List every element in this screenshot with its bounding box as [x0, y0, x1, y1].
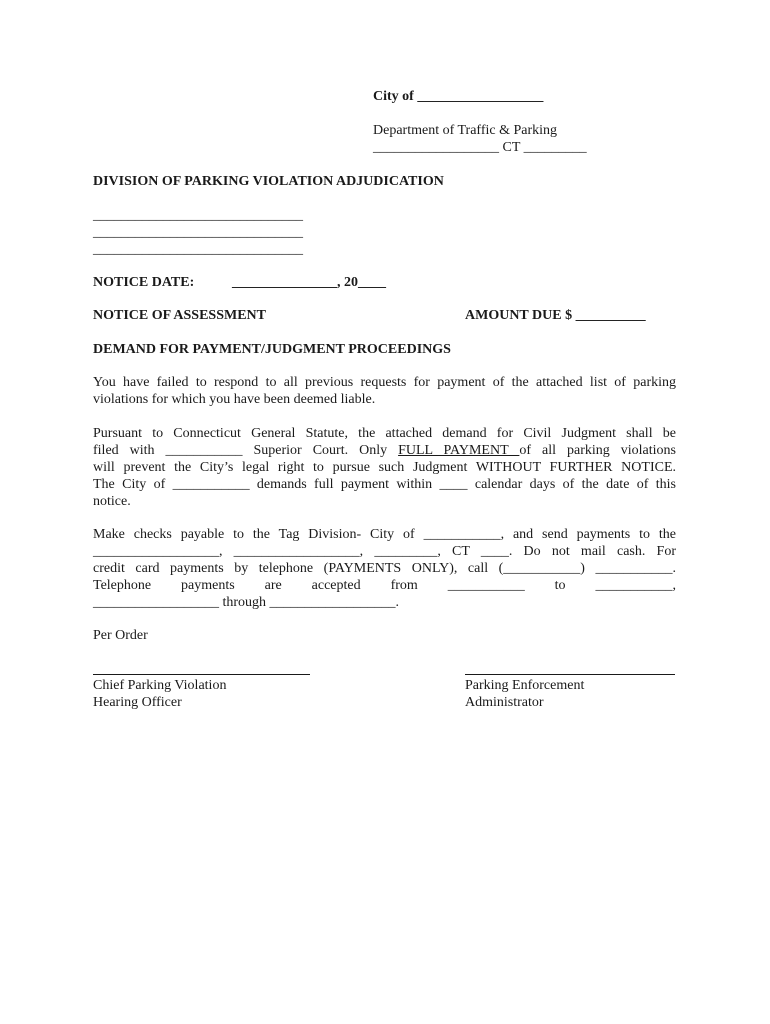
signature-title-left: Hearing Officer — [93, 695, 182, 710]
paragraph-line: credit card payments by telephone (PAYMENTS ONLY), call (___________) ___________. — [93, 561, 676, 576]
amount-due: AMOUNT DUE $ __________ — [465, 308, 646, 323]
full-payment-emphasis: FULL PAYMENT — [398, 443, 520, 458]
department-name: Department of Traffic & Parking — [373, 123, 558, 138]
paragraph-line — [93, 577, 676, 594]
paragraph-line: You have failed to respond to all previous requests for payment of the attached list of parking — [93, 375, 676, 390]
recipient-line: ______________________________ — [93, 225, 303, 240]
recipient-line: ______________________________ — [93, 242, 303, 257]
signature-line-right — [465, 674, 675, 675]
paragraph-failed-to-respond — [93, 374, 676, 408]
line-text: of all parking violations — [519, 443, 676, 458]
paragraph-line: Make checks payable to the Tag Division- City of ___________, and send payments to the — [93, 527, 676, 542]
paragraph-line — [93, 442, 676, 459]
demand-title: DEMAND FOR PAYMENT/JUDGMENT PROCEEDINGS — [93, 342, 451, 357]
signature-title-left: Chief Parking Violation — [93, 678, 227, 693]
department-address-line: __________________ CT _________ — [373, 140, 587, 155]
signature-title-right: Administrator — [465, 695, 544, 710]
paragraph-line: violations for which you have been deemed liable. — [93, 392, 376, 407]
paragraph-line: will prevent the City’s legal right to pursue such Judgment WITHOUT FURTHER NOTICE. — [93, 460, 676, 475]
paragraph-line: The City of ___________ demands full payment within ____ calendar days of the date of this — [93, 477, 676, 492]
notice-of-assessment-label: NOTICE OF ASSESSMENT — [93, 308, 266, 323]
paragraph-line: notice. — [93, 494, 131, 509]
paragraph-line: __________________ through __________________. — [93, 595, 400, 610]
notice-date-value: _______________, 20____ — [232, 275, 386, 290]
recipient-line: ______________________________ — [93, 208, 303, 223]
city-line: City of __________________ — [373, 89, 544, 104]
per-order: Per Order — [93, 628, 148, 643]
paragraph-statute — [93, 425, 676, 510]
line-text: filed with ___________ Superior Court. Only — [93, 443, 399, 458]
paragraph-line: Pursuant to Connecticut General Statute, the attached demand for Civil Judgment shall be — [93, 426, 676, 441]
division-title: DIVISION OF PARKING VIOLATION ADJUDICATION — [93, 174, 444, 189]
paragraph-payment-instructions — [93, 526, 676, 611]
paragraph-line: __________________, __________________, _________, CT ____. Do not mail cash. For — [93, 544, 676, 559]
signature-line-left — [93, 674, 310, 675]
notice-date-label: NOTICE DATE: — [93, 275, 195, 290]
signature-title-right: Parking Enforcement — [465, 678, 585, 693]
telephone-payments-line: Telephone payments are accepted from ___________ to ___________, — [93, 578, 676, 593]
